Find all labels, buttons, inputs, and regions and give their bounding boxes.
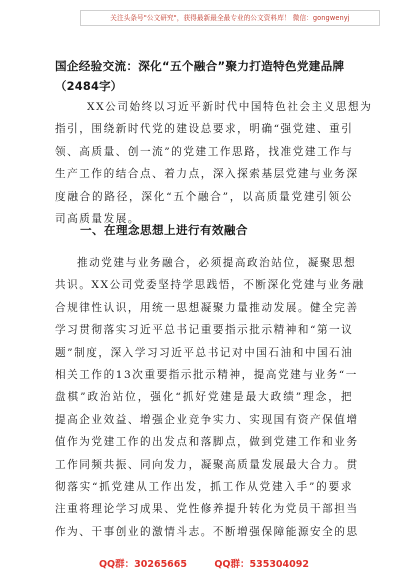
paragraph-line: 盘棋”政治站位，强化“抓好党建是最大政绩”理念，把 (55, 391, 353, 404)
banner-text: 关注头条号"公文研究"，获得最新最全最专业的公文资料库！ 微信：gongwenyj (110, 14, 350, 22)
paragraph-line: 度融合的路径，深化“五个融合”，以高质量党建引领公 (55, 190, 353, 203)
document-title: 国企经验交流：深化“五个融合”聚力打造特色党建品牌 (55, 59, 345, 73)
header-banner (80, 10, 380, 26)
word-count: （2484字） (55, 79, 123, 93)
section-paragraph (55, 252, 365, 543)
section-heading: 一、在理念思想上进行有效融合 (80, 223, 248, 237)
intro-paragraph (55, 96, 373, 230)
paragraph-line: 彻落实“抓党建从工作出发，抓工作从党建入手”的要求 (55, 480, 353, 493)
paragraph-line: 合规律性认识，用统一思想凝聚力量推动发展。健全完善 (55, 301, 359, 314)
paragraph-line: 推动党建与业务融合，必须提高政治站位，凝聚思想 (77, 257, 357, 269)
qq-group-2: QQ群：535304092 (214, 559, 309, 570)
paragraph-line: 司高质量发展。 (55, 212, 141, 225)
paragraph-line: 生产工作的结合点、着力点，深入探索基层党建与业务深 (55, 168, 359, 181)
paragraph-line: 提高企业效益、增强企业竞争实力、实现国有资产保值增 (55, 413, 359, 426)
paragraph-line: 作为、干事创业的激情斗志。不断增强保障能源安全的思 (55, 525, 359, 538)
paragraph-line: 相关工作的13次重要指示批示精神，提高党建与业务“一 (55, 368, 358, 381)
paragraph-line: 领、高质量、创一流”的党建工作思路，找准党建工作与 (55, 145, 354, 158)
paragraph-line: 题”制度，深入学习习近平总书记对中国石油和中国石油 (55, 346, 354, 359)
paragraph-line: 共识。XX公司党委坚持学思践悟，不断深化党建与业务融 (55, 279, 365, 292)
paragraph-line: 学习贯彻落实习近平总书记重要指示批示精神和“第一议 (55, 324, 354, 337)
paragraph-line: 指引，围绕新时代党的建设总要求，明确“强党建、重引 (55, 123, 354, 136)
qq-group-1: QQ群：30265665 (98, 559, 188, 570)
paragraph-line: 值作为党建工作的出发点和落脚点，做到党建工作和业务 (55, 436, 359, 449)
footer-contact (0, 556, 408, 570)
paragraph-line: XX公司始终以习近平新时代中国特色社会主义思想为 (87, 101, 373, 113)
paragraph-line: 工作同频共振、同向发力，凝聚高质量发展最大合力。贯 (55, 458, 359, 471)
paragraph-line: 注重将理论学习成果、党性修养提升转化为党员干部担当 (55, 503, 359, 516)
